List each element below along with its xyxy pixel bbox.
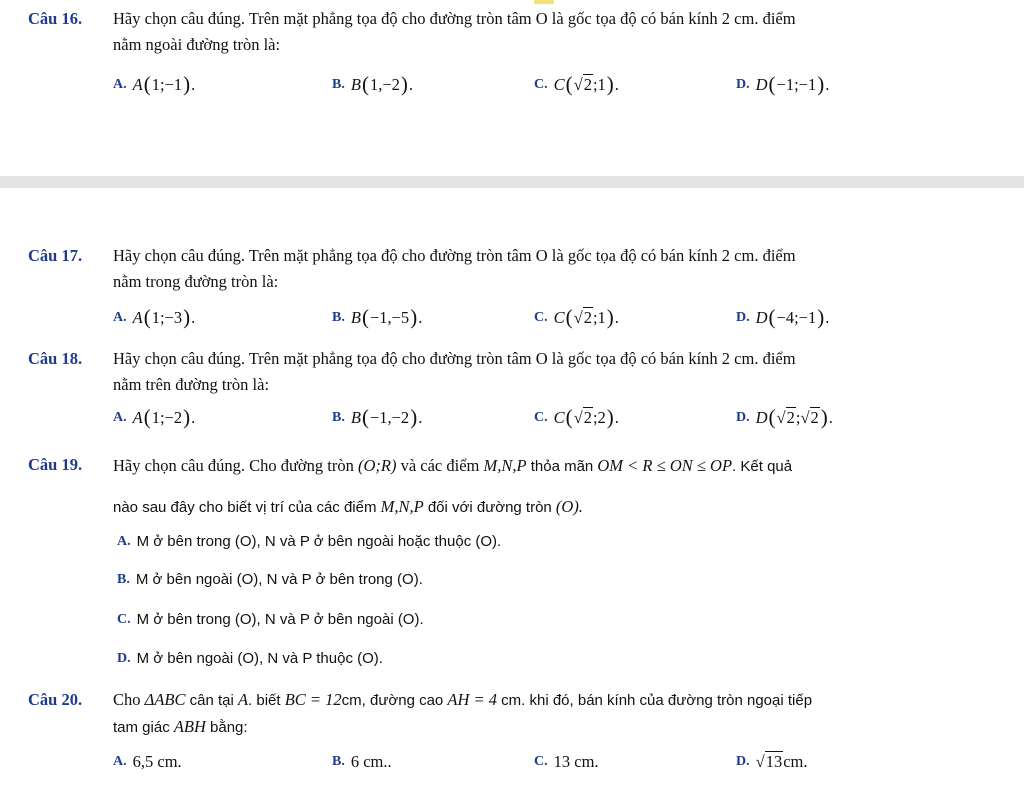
highlight-mark bbox=[534, 0, 554, 4]
question-18-number: Câu 18. bbox=[28, 349, 83, 368]
q16-option-b[interactable]: B. B ( 1,−2 ) . bbox=[332, 72, 413, 96]
question-20-text bbox=[113, 687, 1008, 741]
question-20-line2: tam giác ABH bằng: bbox=[113, 717, 248, 736]
q17-option-a[interactable]: A. A ( 1;−3 ) . bbox=[113, 305, 196, 329]
question-20-number: Câu 20. bbox=[28, 690, 83, 709]
q18-option-b[interactable]: B. B ( −1,−2 ) . bbox=[332, 405, 423, 429]
question-16-line1: Hãy chọn câu đúng. Trên mặt phẳng tọa độ cho đường tròn tâm O là gốc tọa độ có bán kính 2 cm. điểm bbox=[113, 9, 796, 28]
q16-option-a[interactable]: A. A ( 1;−1 ) . bbox=[113, 72, 196, 96]
q18-option-c[interactable]: C. C ( √2 ;2 ) . bbox=[534, 405, 619, 429]
q20-option-b[interactable]: B. 6 cm.. bbox=[332, 752, 392, 771]
question-17-line1: Hãy chọn câu đúng. Trên mặt phẳng tọa độ cho đường tròn tâm O là gốc tọa độ có bán kính 2 cm. điểm bbox=[113, 246, 796, 265]
question-16-text bbox=[113, 6, 1008, 58]
q19-option-c[interactable]: C. M ở bên trong (O), N và P ở bên ngoài (O). bbox=[117, 611, 424, 628]
question-18-line2: nằm trên đường tròn là: bbox=[113, 375, 270, 394]
section-divider bbox=[0, 176, 1024, 188]
q17-option-b[interactable]: B. B ( −1,−5 ) . bbox=[332, 305, 423, 329]
q18-option-d[interactable]: D. D ( √2 ; √2 ) . bbox=[736, 405, 833, 429]
question-17-line2: nằm trong đường tròn là: bbox=[113, 272, 279, 291]
q19-option-a[interactable]: A. M ở bên trong (O), N và P ở bên ngoài hoặc thuộc (O). bbox=[117, 533, 502, 550]
question-19-line1: Hãy chọn câu đúng. Cho đường tròn (O;R) và các điểm M,N,P thỏa mãn OM < R ≤ ON ≤ OP. Kết quả bbox=[113, 456, 793, 475]
q19-option-b[interactable]: B. M ở bên ngoài (O), N và P ở bên trong (O). bbox=[117, 571, 423, 588]
q18-option-a[interactable]: A. A ( 1;−2 ) . bbox=[113, 405, 196, 429]
q16-option-d[interactable]: D. D ( −1;−1 ) . bbox=[736, 72, 830, 96]
question-17-text bbox=[113, 243, 1008, 295]
question-19-line2: nào sau đây cho biết vị trí của các điểm M,N,P đối với đường tròn (O). bbox=[113, 497, 583, 516]
q17-option-c[interactable]: C. C ( √2 ;1 ) . bbox=[534, 305, 619, 329]
q20-option-a[interactable]: A. 6,5 cm. bbox=[113, 752, 182, 771]
question-16-number: Câu 16. bbox=[28, 9, 83, 28]
q20-option-c[interactable]: C. 13 cm. bbox=[534, 752, 599, 771]
q16-option-c[interactable]: C. C ( √2 ;1 ) . bbox=[534, 72, 619, 96]
question-16-line2: nằm ngoài đường tròn là: bbox=[113, 35, 281, 54]
question-18-line1: Hãy chọn câu đúng. Trên mặt phẳng tọa độ cho đường tròn tâm O là gốc tọa độ có bán kính 2 cm. điểm bbox=[113, 349, 796, 368]
question-18-text bbox=[113, 346, 1008, 398]
question-20-line1: Cho ΔABC cân tại A. biết BC = 12cm, đường cao AH = 4 cm. khi đó, bán kính của đường tròn ngoại tiếp bbox=[113, 690, 813, 709]
question-19-text bbox=[113, 452, 1008, 522]
q20-option-d[interactable]: D. √13 cm. bbox=[736, 752, 808, 771]
q17-option-d[interactable]: D. D ( −4;−1 ) . bbox=[736, 305, 830, 329]
question-19-number: Câu 19. bbox=[28, 455, 83, 474]
q19-option-d[interactable]: D. M ở bên ngoài (O), N và P thuộc (O). bbox=[117, 650, 383, 667]
question-17-number: Câu 17. bbox=[28, 246, 83, 265]
